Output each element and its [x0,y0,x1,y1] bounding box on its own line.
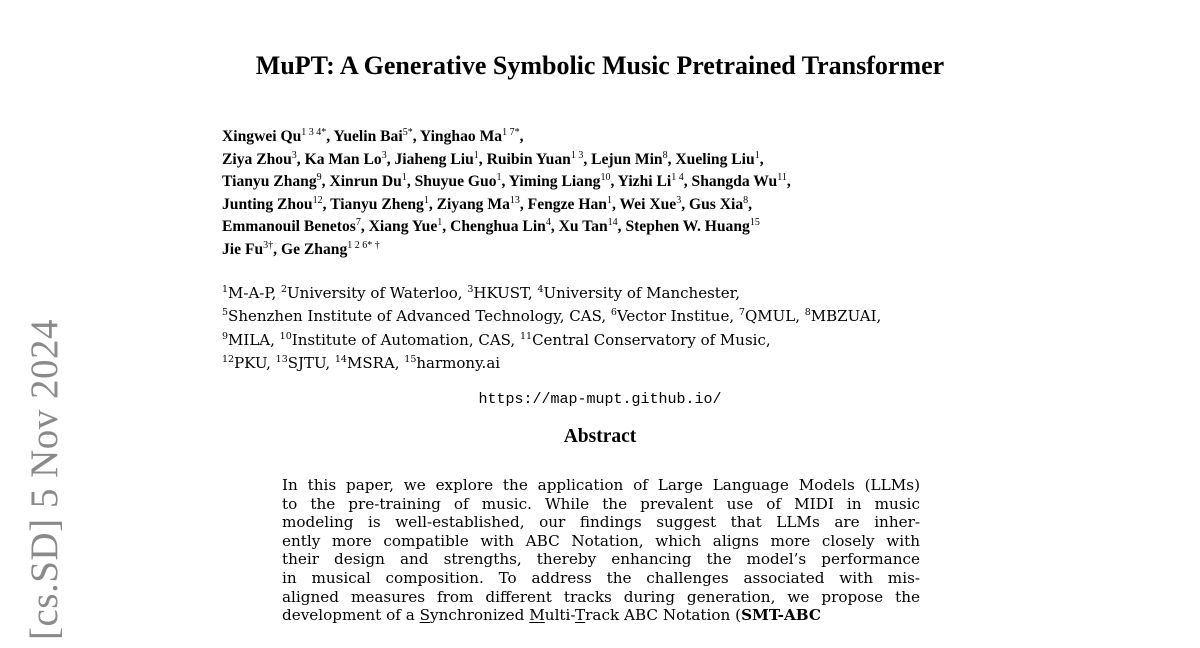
author-name: Jie Fu [222,240,264,258]
author-affiliation-marker: 1 [473,149,479,161]
affiliation-list [222,282,1002,375]
affiliation-name: harmony.ai [416,353,501,372]
author-affiliation-marker: 4 [545,217,551,229]
author-line: Junting Zhou$^{12}$, Tianyu Zheng$^1$, Ziyang Ma$^{13}$, Fengze Han$^1$, Wei Xue$^3$, Gus Xia$^8$, [222,194,753,213]
affiliation-number: 9 [222,330,229,342]
arxiv-identifier-stamp: [cs.SD] 5 Nov 2024 [23,319,66,640]
affiliation-name: Institute of Automation, CAS [291,330,511,349]
author-name: Ge Zhang [280,240,348,258]
abstract-line: their design and strengths, thereby enhancing the model’s performance [282,550,920,569]
affiliation-name: PKU [234,353,267,372]
author-name: Shuyue Guo [414,173,497,191]
author-name: Junting Zhou [222,195,313,213]
author-name: Ruibin Yuan [486,150,571,168]
author-affiliation-marker: 14 [607,217,618,229]
affiliation-number: 8 [804,307,811,319]
author-name: Xueling Liu [675,150,755,168]
author-affiliation-marker: 7 [355,217,361,229]
author-name: Jiaheng Liu [394,150,474,168]
author-line: Emmanouil Benetos$^7$, Xiang Yue$^1$, Chenghua Lin$^4$, Xu Tan$^{14}$, Stephen W. Huang$^{15}$ [222,217,760,236]
author-affiliation-marker: 15 [749,217,760,229]
author-affiliation-marker: 8 [662,149,668,161]
author-name: Chenghua Lin [450,218,546,236]
affiliation-number: 4 [537,284,544,295]
author-name: Shangda Wu [691,173,778,191]
author-name: Xinrun Du [329,173,402,191]
affiliation-number: 15 [404,353,417,365]
affiliation-name: University of Waterloo [287,284,458,302]
author-affiliation-marker: 1 [423,194,429,206]
affiliation-name: QMUL [744,307,796,326]
author-affiliation-marker: 8 [743,194,749,206]
author-affiliation-marker: 9 [316,172,322,183]
affiliation-name: Central Conservatory of Music [532,330,766,349]
abstract-fragment: development of a [282,606,420,625]
affiliation-number: 14 [334,353,347,365]
abstract-text [282,476,920,625]
author-affiliation-marker: 1 [754,149,760,161]
author-affiliation-marker: 3† [263,239,274,251]
author-affiliation-marker: 3 [676,194,682,206]
author-name: Emmanouil Benetos [222,218,356,236]
author-name: Stephen W. Huang [625,218,750,236]
author-name: Ziya Zhou [222,150,292,168]
affiliation-name: M-A-P [228,284,272,302]
abstract-bold-term: SMT-ABC [741,606,821,625]
author-name: Tianyu Zheng [330,195,424,213]
abstract-underlined-letter: S [419,606,430,625]
affiliation-number: 3 [467,284,474,295]
author-list [222,126,1002,262]
affiliation-number: 5 [222,307,229,319]
abstract-line [282,606,920,625]
author-name: Fengze Han [527,195,607,213]
abstract-underlined-letter: M [529,606,545,625]
author-line: Ziya Zhou$^3$, Ka Man Lo$^3$, Jiaheng Liu$^1$, Ruibin Yuan$^{1 3}$, Lejun Min$^8$, Xueling Liu$^1$, [222,149,764,168]
author-name: Xu Tan [558,218,608,236]
affiliation-line: $^5$Shenzhen Institute of Advanced Technology, CAS, $^6$Vector Institue, $^7$QMUL, $^8$MBZUAI, [222,307,882,326]
author-line: Jie $Fu^{3\dagger}$, Ge Zhang$^{1 2 6* \dagger}$ [222,239,380,258]
paper-title: MuPT: A Generative Symbolic Music Pretrained Transformer [255,51,945,80]
abstract-line: aligned measures from different tracks during generation, we propose the [282,587,920,606]
abstract-fragment: rack ABC Notation ( [585,606,742,625]
author-affiliation-marker: 1 2 6* † [347,239,380,251]
author-name: Tianyu Zhang [222,173,317,191]
author-name: Yuelin Bai [333,128,403,145]
affiliation-name: MILA [228,330,271,349]
project-url[interactable]: https://map-mupt.github.io/ [478,391,722,408]
author-affiliation-marker: 13 [509,194,520,206]
affiliation-number: 10 [279,330,292,342]
author-name: Xiang Yue [368,218,438,236]
affiliation-line: $^9$MILA, $^{10}$Institute of Automation, CAS, $^{11}$Central Conservatory of Music, [222,330,771,349]
affiliation-name: HKUST [473,284,528,302]
author-name: Xingwei Qu [222,128,302,145]
author-affiliation-marker: 1 [401,172,407,183]
affiliation-number: 2 [280,284,288,295]
affiliation-line: $^{12}$PKU, $^{13}$SJTU, $^{14}$MSRA, $^{15}$harmony.ai [222,353,501,372]
author-affiliation-marker: 1 [606,194,612,206]
affiliation-name: MBZUAI [810,307,877,326]
author-name: Gus Xia [689,195,744,213]
affiliation-number: 7 [738,307,745,319]
author-affiliation-marker: 1 4 [671,172,684,183]
affiliation-name: University of Manchester [543,284,736,302]
author-name: Wei Xue [619,195,677,213]
abstract-line: ently more compatible with ABC Notation, which aligns more closely with [282,531,920,550]
author-affiliation-marker: 3 [381,149,387,161]
author-affiliation-marker: 1 3 [570,149,584,161]
abstract-line: modeling is well-established, our findings suggest that LLMs are inher- [282,513,920,532]
author-name: Lejun Min [591,150,663,168]
author-affiliation-marker: 1 7* [502,126,520,138]
affiliation-name: SJTU [287,353,326,372]
author-affiliation-marker: 1 3 4* [301,126,327,138]
affiliation-number: 13 [275,353,288,365]
author-affiliation-marker: 3 [291,149,297,161]
abstract-line: to the pre-training of music. While the prevalent use of MIDI in music [282,494,920,513]
author-affiliation-marker: 11 [777,172,787,183]
affiliation-line: $^1$M-A-P, $^2$University of Waterloo, $^3$HKUST, $^4$University of Manchester, [222,284,740,302]
author-name: Ziyang Ma [436,195,510,213]
abstract-line: in musical composition. To address the challenges associated with mis- [282,568,920,587]
author-name: Yizhi Li [617,173,672,191]
author-affiliation-marker: 1 [437,217,443,229]
abstract-underlined-letter: T [574,606,586,625]
author-affiliation-marker: 1 [496,172,502,183]
author-affiliation-marker: 5* [402,126,413,138]
affiliation-number: 12 [222,353,235,365]
affiliation-name: MSRA [346,353,395,372]
author-name: Yinghao Ma [419,128,503,145]
affiliation-name: Vector Institue [616,307,730,326]
author-name: Yiming Liang [508,173,601,191]
author-name: Ka Man Lo [304,150,382,168]
affiliation-number: 6 [610,307,617,319]
abstract-fragment: ynchronized [429,606,530,625]
affiliation-number: 1 [222,284,229,295]
abstract-fragment: ulti- [544,606,575,625]
author-affiliation-marker: 10 [600,172,611,183]
affiliation-name: Shenzhen Institute of Advanced Technology, CAS [228,307,602,326]
author-affiliation-marker: 12 [312,194,323,206]
abstract-line: In this paper, we explore the application of Large Language Models (LLMs) [282,476,920,494]
author-line: Xingwei $Qu^{1 3 4*}$, Yuelin Bai$^{5*}$, Yinghao $Ma^{1 7*}$, [222,126,524,145]
author-line: Tianyu Zhang$^9$, Xinrun Du$^1$, Shuyue Guo$^1$, Yiming Liang$^{10}$, Yizhi $Li^{1 4}$, Shangda Wu$^{11}$, [222,172,791,191]
abstract-heading: Abstract [563,426,637,447]
affiliation-number: 11 [519,330,533,342]
